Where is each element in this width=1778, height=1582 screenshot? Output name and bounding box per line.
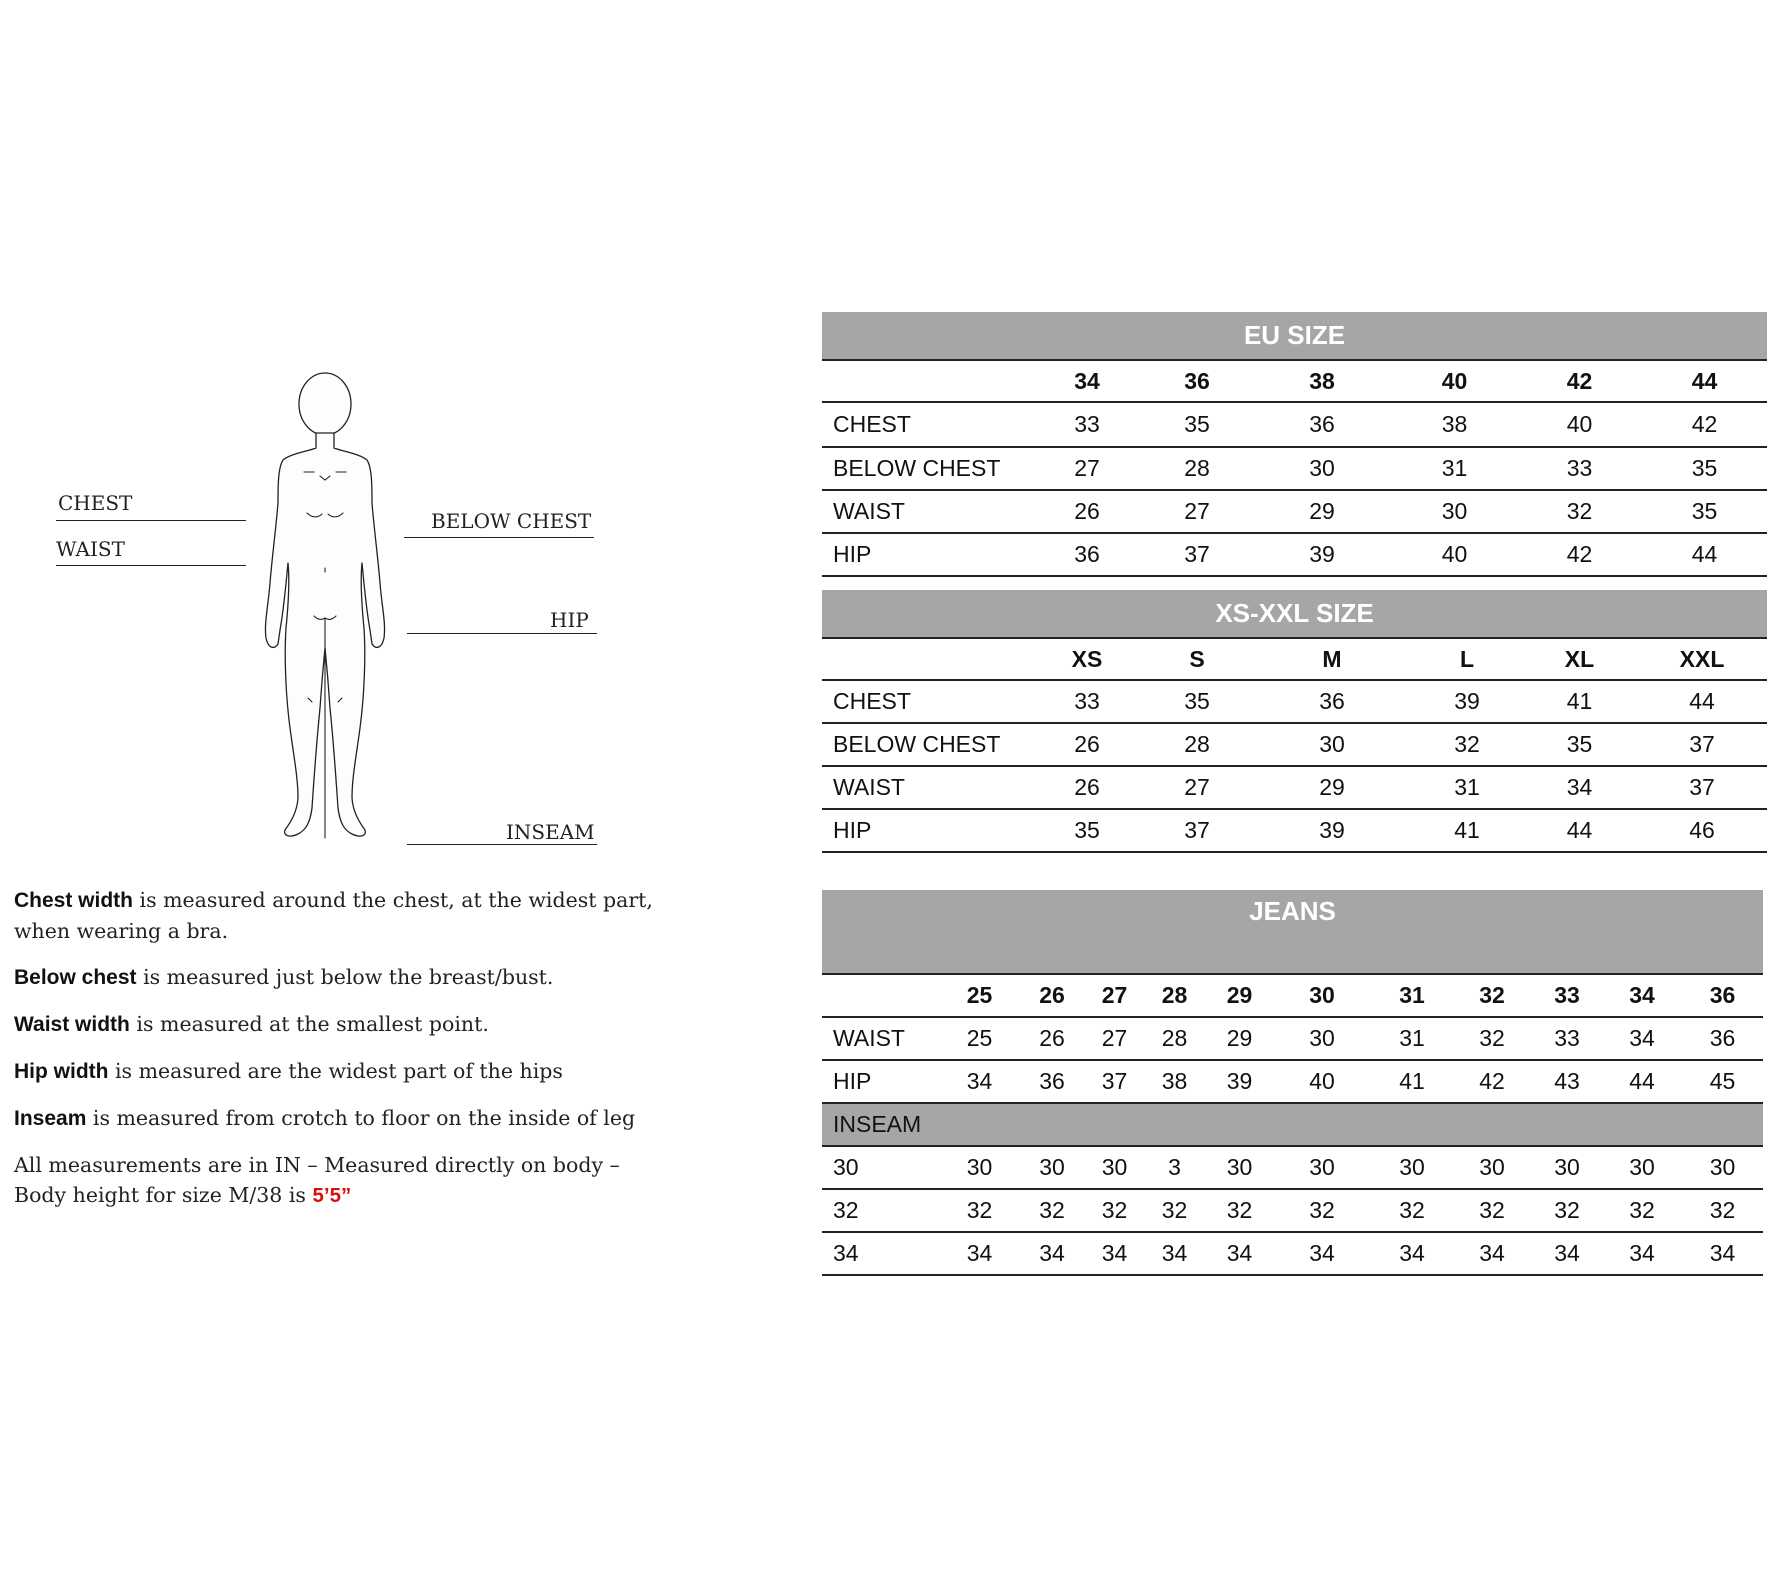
table-row	[822, 1017, 1763, 1060]
table-cell: 37	[1142, 533, 1252, 576]
table-cell: BELOW CHEST	[822, 447, 1032, 490]
table-cell: 34	[822, 1232, 942, 1275]
table-cell: 27	[1032, 447, 1142, 490]
table-row	[822, 1146, 1763, 1189]
table-cell: 30	[1272, 1146, 1372, 1189]
table-cell: 44	[1637, 680, 1767, 723]
table-cell: 36	[1252, 402, 1392, 447]
inseam-description: Inseam is measured from crotch to floor on the inside of leg	[14, 1106, 636, 1130]
table-cell: 42	[1452, 1060, 1532, 1103]
table-cell: 40	[1517, 402, 1642, 447]
table-row	[822, 402, 1767, 447]
jeans-size-table	[822, 890, 1763, 1276]
table-cell: 41	[1522, 680, 1637, 723]
table-cell: 35	[1522, 723, 1637, 766]
table-cell: 30	[1682, 1146, 1763, 1189]
table-cell: 34	[1602, 974, 1682, 1017]
table-cell: 27	[1087, 974, 1142, 1017]
table-cell: 32	[1142, 1189, 1207, 1232]
table-cell: BELOW CHEST	[822, 723, 1032, 766]
table-cell: 32	[822, 1189, 942, 1232]
table-cell: 38	[1392, 402, 1517, 447]
table-cell: 30	[1252, 723, 1412, 766]
table-cell: 32	[1412, 723, 1522, 766]
chest-description: Chest width is measured around the chest, at the widest part, when wearing a bra.	[14, 888, 653, 943]
table-row	[822, 1232, 1763, 1275]
table-cell: HIP	[822, 1060, 942, 1103]
table-row	[822, 1060, 1763, 1103]
table-cell: 31	[1372, 1017, 1452, 1060]
jeans-header-row	[822, 974, 1763, 1017]
table-cell: 34	[1602, 1232, 1682, 1275]
body-figure-illustration	[250, 368, 400, 852]
table-cell: 42	[1517, 533, 1642, 576]
table-cell: XL	[1522, 638, 1637, 680]
table-cell: 27	[1142, 766, 1252, 809]
table-cell: 30	[1392, 490, 1517, 533]
table-cell: 39	[1207, 1060, 1272, 1103]
table-cell: 35	[1032, 809, 1142, 852]
table-cell: 34	[1272, 1232, 1372, 1275]
table-cell: 44	[1522, 809, 1637, 852]
table-cell: 44	[1642, 533, 1767, 576]
table-cell: 37	[1087, 1060, 1142, 1103]
table-cell: 35	[1642, 447, 1767, 490]
table-cell: 30	[1272, 1017, 1372, 1060]
table-cell: 30	[1252, 447, 1392, 490]
table-cell: 25	[942, 974, 1017, 1017]
table-cell: CHEST	[822, 402, 1032, 447]
table-row	[822, 766, 1767, 809]
xs-xxl-header-row	[822, 638, 1767, 680]
table-row	[822, 723, 1767, 766]
inseam-band: INSEAM	[822, 1103, 1763, 1146]
table-cell: 34	[1087, 1232, 1142, 1275]
table-cell: 28	[1142, 447, 1252, 490]
table-cell: 43	[1532, 1060, 1602, 1103]
table-cell: 32	[1602, 1189, 1682, 1232]
table-cell: 41	[1412, 809, 1522, 852]
table-cell: 35	[1642, 490, 1767, 533]
below-chest-label: BELOW CHEST	[431, 509, 592, 533]
table-cell: WAIST	[822, 490, 1032, 533]
table-cell: M	[1252, 638, 1412, 680]
table-cell: 3	[1142, 1146, 1207, 1189]
table-cell: 26	[1017, 974, 1087, 1017]
table-cell: 30	[1087, 1146, 1142, 1189]
waist-line	[56, 565, 246, 566]
table-cell: 29	[1207, 1017, 1272, 1060]
table-cell: 30	[942, 1146, 1017, 1189]
table-cell: 32	[1087, 1189, 1142, 1232]
table-cell: 36	[1032, 533, 1142, 576]
table-cell: 39	[1252, 809, 1412, 852]
eu-size-header-row	[822, 360, 1767, 402]
table-cell: 26	[1017, 1017, 1087, 1060]
table-cell: 30	[1452, 1146, 1532, 1189]
table-cell: CHEST	[822, 680, 1032, 723]
table-cell: 42	[1517, 360, 1642, 402]
table-cell: 30	[1372, 1146, 1452, 1189]
table-cell: 40	[1392, 533, 1517, 576]
table-cell: 27	[1142, 490, 1252, 533]
table-cell: 36	[1252, 680, 1412, 723]
table-cell: 44	[1642, 360, 1767, 402]
table-row	[822, 809, 1767, 852]
table-cell: 30	[1207, 1146, 1272, 1189]
table-cell: L	[1412, 638, 1522, 680]
table-cell: WAIST	[822, 1017, 942, 1060]
below-chest-line	[404, 537, 594, 538]
table-row	[822, 890, 1763, 974]
table-cell: 34	[1207, 1232, 1272, 1275]
table-cell: 39	[1252, 533, 1392, 576]
measurement-note: All measurements are in IN – Measured directly on body – Body height for size M/38 is 5’5”	[14, 1153, 620, 1207]
table-cell: 26	[1032, 490, 1142, 533]
table-cell: 32	[1207, 1189, 1272, 1232]
table-cell	[822, 974, 942, 1017]
table-cell: 36	[1017, 1060, 1087, 1103]
table-cell: WAIST	[822, 766, 1032, 809]
table-row	[822, 533, 1767, 576]
table-cell: 34	[942, 1232, 1017, 1275]
table-cell: 36	[1142, 360, 1252, 402]
below-chest-description: Below chest is measured just below the breast/bust.	[14, 965, 554, 989]
table-cell: 26	[1032, 723, 1142, 766]
table-cell: 42	[1642, 402, 1767, 447]
table-row	[822, 447, 1767, 490]
table-cell: 32	[1452, 1017, 1532, 1060]
table-cell: 34	[1682, 1232, 1763, 1275]
table-cell: 34	[1142, 1232, 1207, 1275]
table-cell: 33	[1517, 447, 1642, 490]
table-cell: 32	[1452, 974, 1532, 1017]
table-cell: 38	[1142, 1060, 1207, 1103]
table-cell: 32	[1532, 1189, 1602, 1232]
table-cell: 35	[1142, 680, 1252, 723]
hip-line	[407, 633, 597, 634]
table-row	[822, 312, 1767, 360]
table-cell: 32	[1517, 490, 1642, 533]
table-cell: 32	[942, 1189, 1017, 1232]
table-cell: 29	[1252, 490, 1392, 533]
table-cell: HIP	[822, 533, 1032, 576]
table-cell: 32	[1372, 1189, 1452, 1232]
table-cell: 29	[1252, 766, 1412, 809]
table-cell: 32	[1017, 1189, 1087, 1232]
table-row	[822, 590, 1767, 638]
table-cell: HIP	[822, 809, 1032, 852]
table-cell: 34	[1017, 1232, 1087, 1275]
table-cell	[822, 360, 1032, 402]
table-cell: XXL	[1637, 638, 1767, 680]
table-cell: 40	[1392, 360, 1517, 402]
table-cell: 37	[1142, 809, 1252, 852]
table-row	[822, 1189, 1763, 1232]
table-cell: 28	[1142, 723, 1252, 766]
table-cell: 38	[1252, 360, 1392, 402]
table-cell: 36	[1682, 974, 1763, 1017]
table-cell: 37	[1637, 766, 1767, 809]
table-cell: 30	[822, 1146, 942, 1189]
table-cell: 34	[942, 1060, 1017, 1103]
table-cell: 34	[1032, 360, 1142, 402]
table-cell: 33	[1032, 402, 1142, 447]
table-cell: 26	[1032, 766, 1142, 809]
hip-label: HIP	[550, 608, 589, 632]
table-cell: 33	[1532, 974, 1602, 1017]
xs-xxl-size-title: XS-XXL SIZE	[822, 590, 1767, 638]
table-cell: 37	[1637, 723, 1767, 766]
table-cell: 33	[1532, 1017, 1602, 1060]
measurement-descriptions	[14, 885, 664, 1227]
inseam-line	[407, 844, 597, 845]
table-cell: 29	[1207, 974, 1272, 1017]
table-cell: 32	[1682, 1189, 1763, 1232]
table-row	[822, 490, 1767, 533]
table-cell: 35	[1142, 402, 1252, 447]
jeans-title: JEANS	[822, 890, 1763, 974]
table-cell: 28	[1142, 1017, 1207, 1060]
table-cell: 31	[1392, 447, 1517, 490]
eu-size-title: EU SIZE	[822, 312, 1767, 360]
table-cell: 28	[1142, 974, 1207, 1017]
table-cell: 27	[1087, 1017, 1142, 1060]
table-cell: XS	[1032, 638, 1142, 680]
table-cell: 31	[1372, 974, 1452, 1017]
waist-description: Waist width is measured at the smallest point.	[14, 1012, 489, 1036]
table-cell: 31	[1412, 766, 1522, 809]
table-cell: 39	[1412, 680, 1522, 723]
table-cell: 30	[1017, 1146, 1087, 1189]
chest-line	[56, 520, 246, 521]
xs-xxl-size-table	[822, 590, 1767, 853]
table-cell: 45	[1682, 1060, 1763, 1103]
table-cell: 34	[1602, 1017, 1682, 1060]
table-cell: 30	[1532, 1146, 1602, 1189]
table-cell: 30	[1602, 1146, 1682, 1189]
chest-label: CHEST	[58, 491, 133, 515]
table-cell: 30	[1272, 974, 1372, 1017]
inseam-label: INSEAM	[506, 820, 595, 844]
table-cell: 32	[1452, 1189, 1532, 1232]
table-cell: 32	[1272, 1189, 1372, 1232]
table-cell: 36	[1682, 1017, 1763, 1060]
table-cell	[822, 638, 1032, 680]
table-cell: 34	[1532, 1232, 1602, 1275]
table-cell: 46	[1637, 809, 1767, 852]
hip-description: Hip width is measured are the widest part of the hips	[14, 1059, 563, 1083]
body-height-value: 5’5”	[312, 1184, 352, 1207]
table-row	[822, 1103, 1763, 1146]
table-row	[822, 680, 1767, 723]
table-cell: 34	[1372, 1232, 1452, 1275]
table-cell: 41	[1372, 1060, 1452, 1103]
waist-label: WAIST	[56, 537, 125, 561]
table-cell: 40	[1272, 1060, 1372, 1103]
table-cell: 25	[942, 1017, 1017, 1060]
table-cell: S	[1142, 638, 1252, 680]
table-cell: 34	[1522, 766, 1637, 809]
table-cell: 33	[1032, 680, 1142, 723]
table-cell: 44	[1602, 1060, 1682, 1103]
table-cell: 34	[1452, 1232, 1532, 1275]
eu-size-table	[822, 312, 1767, 577]
